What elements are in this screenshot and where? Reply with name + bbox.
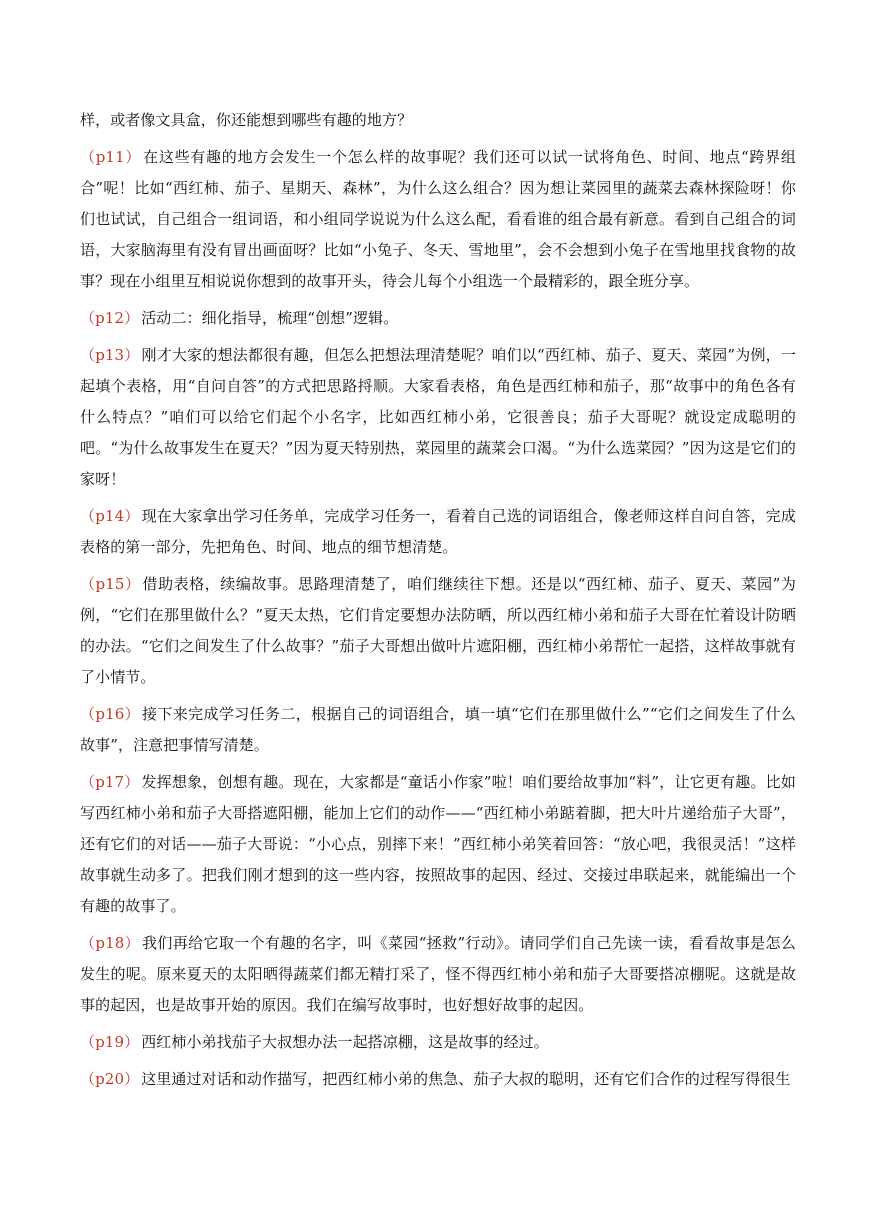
- page-tag: （p18）: [80, 934, 141, 952]
- paragraph-p19: [80, 1027, 796, 1058]
- page-tag: （p20）: [80, 1070, 140, 1088]
- paragraph-text: 借助表格，续编故事。思路理清楚了，咱们继续往下想。还是以“西红柿、茄子、夏天、菜园”为例，“它们在那里做什么？”夏天太热，它们肯定要想办法防晒，所以西红柿小弟和茄子大哥在忙着设计防晒的办法。“它们之间发生了什么故事？”茄子大哥想出做叶片遮阳棚，西红柿小弟帮忙一起搭，这样故事就有了小情节。: [80, 575, 796, 686]
- paragraph-text: 现在大家拿出学习任务单，完成学习任务一，看着自己选的词语组合，像老师这样自问自答，完成表格的第一部分，先把角色、时间、地点的细节想清楚。: [80, 507, 796, 556]
- paragraph-p12: [80, 303, 796, 334]
- paragraph-text: 西红柿小弟找茄子大叔想办法一起搭凉棚，这是故事的经过。: [141, 1033, 549, 1051]
- paragraph-p20: [80, 1064, 796, 1095]
- page-tag: （p11）: [80, 148, 142, 166]
- paragraph-p14: [80, 501, 796, 563]
- paragraph-p13: [80, 340, 796, 495]
- paragraph-text: 在这些有趣的地方会发生一个怎么样的故事呢？我们还可以试一试将角色、时间、地点“跨界组合”呢！比如“西红柿、茄子、星期天、森林”，为什么这么组合？因为想让菜园里的蔬菜去森林探险呀！你们也试试，自己组合一组词语，和小组同学说说为什么这么配，看看谁的组合最有新意。看到自己组合的词语，大家脑海里有没有冒出画面呀？比如“小兔子、冬天、雪地里”，会不会想到小兔子在雪地里找食物的故事？现在小组里互相说说你想到的故事开头，待会儿每个小组选一个最精彩的，跟全班分享。: [80, 148, 796, 290]
- page-tag: （p12）: [80, 309, 140, 327]
- paragraph-p15: [80, 569, 796, 693]
- page-tag: （p17）: [80, 773, 140, 791]
- page-tag: （p13）: [80, 346, 140, 364]
- paragraph-text: 发挥想象，创想有趣。现在，大家都是“童话小作家”啦！咱们要给故事加“料”，让它更有趣。比如写西红柿小弟和茄子大哥搭遮阳棚，能加上它们的动作——“西红柿小弟踮着脚，把大叶片递给茄子大哥”，还有它们的对话——茄子大哥说：“小心点，别摔下来！”西红柿小弟笑着回答：“放心吧，我很灵活！”这样故事就生动多了。把我们刚才想到的这一些内容，按照故事的起因、经过、交接过串联起来，就能编出一个有趣的故事了。: [80, 773, 796, 915]
- page-tag: （p14）: [80, 507, 140, 525]
- paragraph-text: 这里通过对话和动作描写，把西红柿小弟的焦急、茄子大叔的聪明，还有它们合作的过程写得很生: [141, 1070, 791, 1088]
- paragraph-p16: [80, 699, 796, 761]
- paragraph-text: 接下来完成学习任务二，根据自己的词语组合，填一填“它们在那里做什么”“它们之间发生了什么故事”，注意把事情写清楚。: [80, 705, 796, 754]
- page-tag: （p16）: [80, 705, 141, 723]
- paragraph-p11: [80, 142, 796, 297]
- page-tag: （p15）: [80, 575, 141, 593]
- lead-text: 样，或者像文具盒，你还能想到哪些有趣的地方？: [80, 111, 413, 129]
- paragraph-p18: [80, 928, 796, 1021]
- paragraph-text: 刚才大家的想法都很有趣，但怎么把想法理清楚呢？咱们以“西红柿、茄子、夏天、菜园”为例，一起填个表格，用“自问自答”的方式把思路捋顺。大家看表格，角色是西红柿和茄子，那“故事中的角色各有什么特点？”咱们可以给它们起个小名字，比如西红柿小弟，它很善良；茄子大哥呢？就设定成聪明的吧。“为什么故事发生在夏天？”因为夏天特别热，菜园里的蔬菜会口渴。“为什么选菜园？”因为这是它们的家呀！: [80, 346, 796, 488]
- paragraph-text: 活动二：细化指导，梳理“创想”逻辑。: [141, 309, 399, 327]
- paragraph-text: 我们再给它取一个有趣的名字，叫《菜园“拯救”行动》。请同学们自己先读一读，看看故事是怎么发生的呢。原来夏天的太阳晒得蔬菜们都无精打采了，怪不得西红柿小弟和茄子大哥要搭凉棚呢。这就是故事的起因，也是故事开始的原因。我们在编写故事时，也好想好故事的起因。: [80, 934, 796, 1014]
- page-tag: （p19）: [80, 1033, 140, 1051]
- paragraph-p17: [80, 767, 796, 922]
- lead-paragraph: [80, 105, 796, 136]
- document-page: [80, 105, 796, 1101]
